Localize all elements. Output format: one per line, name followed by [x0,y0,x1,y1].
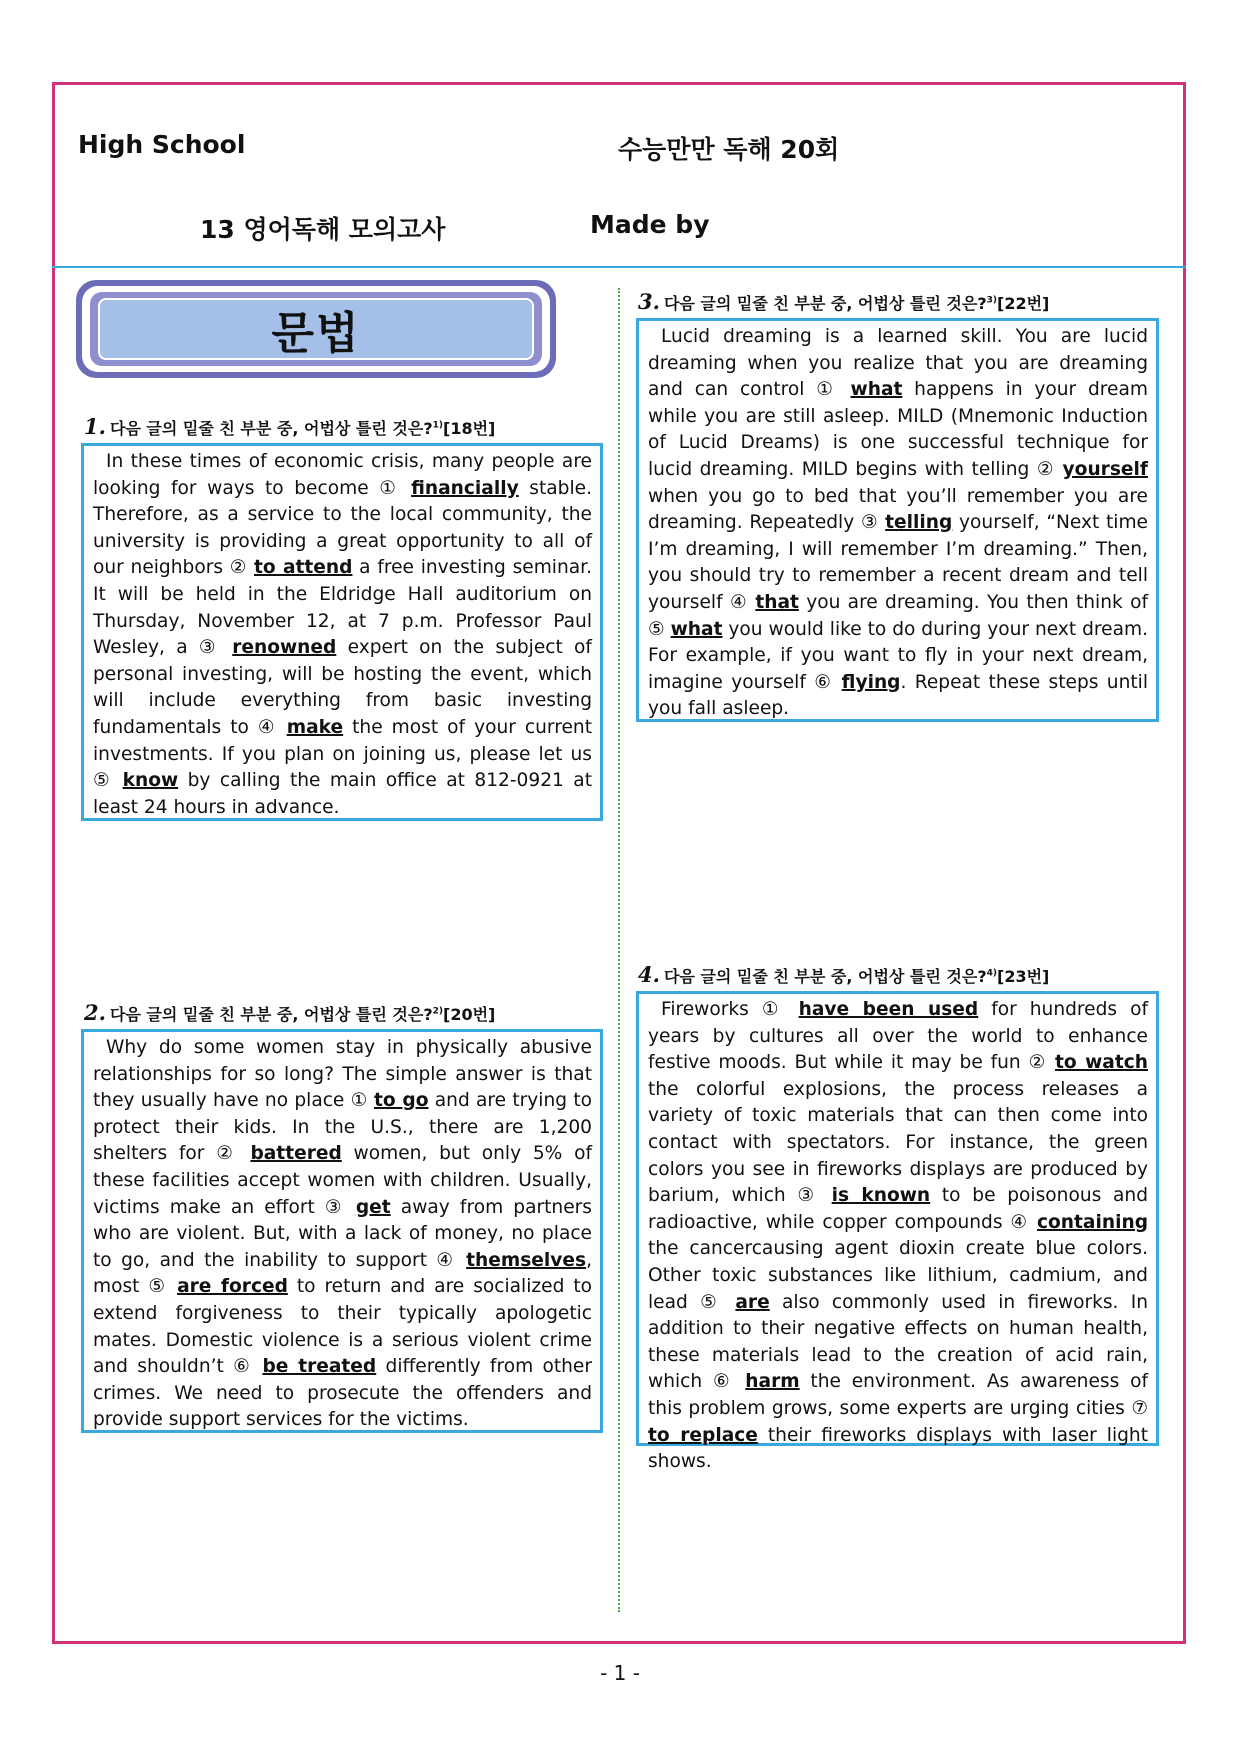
underlined-choice: to go [373,1090,429,1112]
underlined-choice: themselves [466,1249,587,1271]
underlined-choice: is known [831,1185,931,1207]
underlined-choice: renowned [232,637,337,659]
question-title [638,962,1049,987]
school-label: High School [78,130,246,159]
underlined-choice: get [355,1196,391,1218]
section-title: 문법 [98,298,534,360]
header-divider [52,266,1186,268]
passage-text: you are dreaming. You then think of ⑤ [648,591,1148,640]
passage-text: also commonly used in fireworks. In addition to their negative effects on human health, these materials lead to the creation of acid rain, which ⑥ [648,1291,1149,1393]
passage-text: a free investing seminar. It will be held in the Eldridge Hall auditorium on Thursday, November 12, at 7 p.m. Professor Paul Wesley, a ③ [93,557,592,659]
passage-text: the cancercausing agent dioxin create blue colors. Other toxic substances like lithium, cadmium, and lead ⑤ [648,1238,1148,1313]
passage-text: differently from other crimes. We need to prosecute the offenders and provide support services for the victims. [93,1356,593,1431]
question-source: [23번] [997,967,1050,986]
underlined-choice: to watch [1055,1052,1148,1074]
passage-box [636,318,1159,722]
made-by-label: Made by [590,210,710,239]
question-prompt: 다음 글의 밑줄 친 부분 중, 어법상 틀린 것은? [663,294,987,313]
underlined-choice: telling [885,512,953,534]
question-number: 1. [84,414,106,439]
question-prompt: 다음 글의 밑줄 친 부분 중, 어법상 틀린 것은? [663,967,987,986]
passage-text: by calling the main office at 812-0921 at least 24 hours in advance. [93,770,592,818]
passage-text: the colorful explosions, the process releases a variety of toxic materials that can then come into contact with spectators. For instance, the green colors you see in fireworks displays are produced by barium, which ③ [648,1078,1148,1207]
passage-box [636,991,1159,1473]
underlined-choice: to attend [254,557,353,579]
passage-text: In these times of economic crisis, many people are looking for ways to become ① [93,451,592,499]
page-number: - 1 - [600,1661,640,1685]
footnote-marker: 2) [432,1006,444,1017]
underlined-choice: to replace [648,1424,758,1446]
series-title: 수능만만 독해 20회 [618,135,840,164]
passage-box [81,1029,603,1433]
underlined-choice: be treated [262,1356,377,1378]
passage-text: for hundreds of years by cultures all over the world to enhance festive moods. But while it may be fun ② [648,999,1148,1074]
passage-text: yourself, “Next time I’m dreaming, I will remember I’m dreaming.” Then, you should try to remember a recent dream and tell yourself ④ [648,512,1148,613]
question-number: 4. [638,962,660,987]
underlined-choice: flying [841,671,901,693]
underlined-choice: harm [745,1371,800,1393]
question-source: [22번] [997,294,1050,313]
underlined-choice: are forced [177,1276,288,1298]
passage-box [81,443,603,821]
underlined-choice: are [735,1291,770,1313]
passage-text: . Repeat these steps until you fall asleep. [648,671,1148,720]
question-title [638,289,1049,314]
underlined-choice: battered [250,1143,342,1165]
question-number: 2. [84,1000,106,1025]
passage-text: Why do some women stay in physically abusive relationships for so long? The simple answer is that they usually have no place ① [93,1037,592,1112]
passage-text: when you go to bed that you’ll remember you are dreaming. Repeatedly ③ [648,485,1148,534]
passage-text: happens in your dream while you are still asleep. MILD (Mnemonic Induction of Lucid Dreams) is one successful technique for lucid dreaming. MILD begins with telling ② [648,379,1148,480]
question-title [84,1000,495,1025]
footnote-marker: 1) [432,420,444,431]
exam-title: 13 영어독해 모의고사 [200,215,446,244]
passage-text: Fireworks ① [661,999,799,1020]
passage-text: away from partners who are violent. But, with a lack of money, no place to go, and the inability to support ④ [93,1196,592,1271]
passage-text: to return and are socialized to extend forgiveness to their typically apologetic mates. Domestic violence is a serious violent crime and shouldn’t ⑥ [93,1276,592,1378]
question-title [84,414,495,439]
passage-text: to be poisonous and radioactive, while copper compounds ④ [648,1185,1148,1233]
column-divider [618,288,620,1612]
passage-text: and are trying to protect their kids. In the U.S., there are 1,200 shelters for ② [93,1090,592,1165]
passage-text: the most of your current investments. If you plan on joining us, please let us ⑤ [93,716,592,792]
underlined-choice: yourself [1062,458,1148,480]
question-prompt: 다음 글의 밑줄 친 부분 중, 어법상 틀린 것은? [109,1005,433,1024]
question-number: 3. [638,289,660,314]
passage-text: , most ⑤ [93,1249,592,1298]
underlined-choice: what [850,379,903,401]
passage-text: stable. Therefore, as a service to the local community, the university is providing a great opportunity to all of our neighbors ② [93,477,592,579]
question-prompt: 다음 글의 밑줄 친 부분 중, 어법상 틀린 것은? [109,419,433,438]
passage-text: Lucid dreaming is a learned skill. You are lucid dreaming when you realize that you are dreaming and can control ① [648,326,1148,401]
footnote-marker: 4) [986,968,998,979]
passage-text: expert on the subject of personal investing, will be hosting the event, which will include everything from basic investing fundamentals to ④ [93,637,592,738]
underlined-choice: containing [1037,1211,1148,1233]
underlined-choice: make [286,716,344,738]
underlined-choice: have been used [798,999,979,1020]
underlined-choice: that [755,591,799,613]
underlined-choice: financially [411,477,519,499]
question-source: [20번] [443,1005,496,1024]
passage-text: their fireworks displays with laser light shows. [648,1424,1148,1473]
passage-text: women, but only 5% of these facilities accept women with children. Usually, victims make an effort ③ [93,1143,592,1218]
section-badge [76,280,556,378]
passage-text: you would like to do during your next dream. For example, if you want to fly in your next dream, imagine yourself ⑥ [648,618,1148,693]
question-source: [18번] [443,419,496,438]
underlined-choice: what [670,618,723,640]
footnote-marker: 3) [986,295,998,306]
passage-text: the environment. As awareness of this problem grows, some experts are urging cities ⑦ [648,1371,1148,1419]
underlined-choice: know [122,770,179,792]
